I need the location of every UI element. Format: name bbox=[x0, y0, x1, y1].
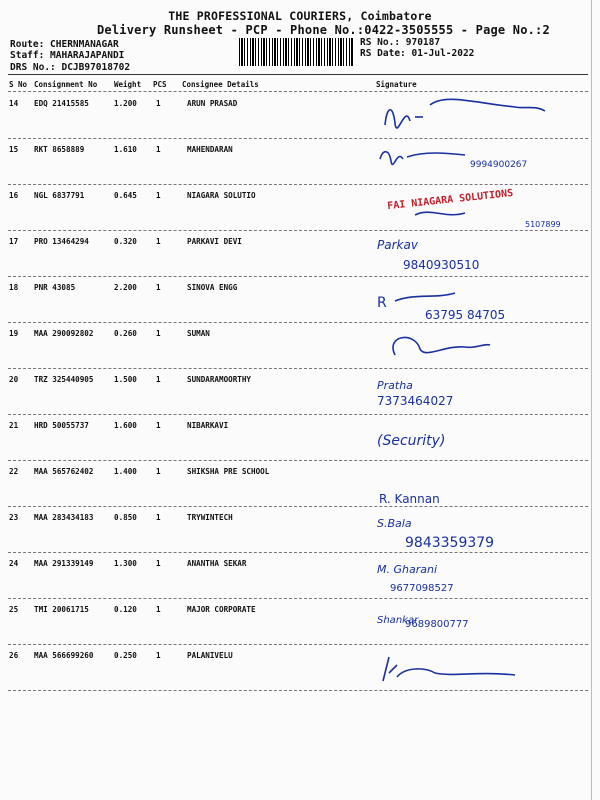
cell-consignee: TRYWINTECH bbox=[187, 513, 233, 522]
signature-mark bbox=[375, 555, 585, 599]
svg-text:9840930510: 9840930510 bbox=[403, 258, 480, 272]
cell-consignee: PALANIVELU bbox=[187, 651, 233, 660]
cell-weight: 0.260 bbox=[114, 329, 137, 338]
row-divider bbox=[8, 598, 588, 599]
cell-cno: PRO 13464294 bbox=[34, 237, 89, 246]
cell-consignee: NIAGARA SOLUTIO bbox=[187, 191, 256, 200]
cell-weight: 0.250 bbox=[114, 651, 137, 660]
page-edge bbox=[591, 0, 592, 800]
row-divider bbox=[8, 276, 588, 277]
svg-text:7373464027: 7373464027 bbox=[377, 394, 454, 408]
cell-consignee: MAJOR CORPORATE bbox=[187, 605, 256, 614]
cell-weight: 0.850 bbox=[114, 513, 137, 522]
svg-text:5107899: 5107899 bbox=[525, 220, 561, 229]
cell-sno: 19 bbox=[9, 329, 19, 338]
cell-consignee: ANANTHA SEKAR bbox=[187, 559, 247, 568]
svg-text:9689800777: 9689800777 bbox=[405, 619, 469, 630]
svg-text:Parkav: Parkav bbox=[377, 238, 418, 252]
col-signature: Signature bbox=[376, 80, 417, 89]
cell-weight: 0.645 bbox=[114, 191, 137, 200]
cell-pcs: 1 bbox=[156, 513, 161, 522]
cell-pcs: 1 bbox=[156, 559, 161, 568]
runsheet-subtitle: Delivery Runsheet - PCP - Phone No.:0422-3505555 - Page No.:2 bbox=[97, 23, 550, 37]
drs-number: DRS No.: DCJB97018702 bbox=[10, 62, 131, 73]
svg-text:9677098527: 9677098527 bbox=[390, 583, 454, 594]
svg-text:S.Bala: S.Bala bbox=[377, 517, 412, 530]
rs-number: RS No.: 970187 bbox=[360, 37, 441, 48]
cell-weight: 1.200 bbox=[114, 99, 137, 108]
svg-text:Shankar: Shankar bbox=[377, 615, 419, 626]
header-rule-top bbox=[8, 74, 588, 75]
cell-sno: 25 bbox=[9, 605, 19, 614]
row-divider bbox=[8, 414, 588, 415]
svg-text:9994900267: 9994900267 bbox=[470, 160, 528, 170]
cell-pcs: 1 bbox=[156, 237, 161, 246]
cell-consignee: SHIKSHA PRE SCHOOL bbox=[187, 467, 270, 476]
cell-pcs: 1 bbox=[156, 283, 161, 292]
cell-cno: MAA 565762402 bbox=[34, 467, 94, 476]
row-divider bbox=[8, 322, 588, 323]
cell-sno: 22 bbox=[9, 467, 19, 476]
svg-text:Pratha: Pratha bbox=[377, 379, 413, 392]
cell-weight: 1.600 bbox=[114, 421, 137, 430]
rs-date: RS Date: 01-Jul-2022 bbox=[360, 48, 475, 59]
row-divider bbox=[8, 644, 588, 645]
cell-weight: 0.320 bbox=[114, 237, 137, 246]
cell-consignee: PARKAVI DEVI bbox=[187, 237, 242, 246]
col-consignment: Consignment No bbox=[34, 80, 98, 89]
cell-weight: 1.610 bbox=[114, 145, 137, 154]
signature-mark bbox=[375, 647, 585, 691]
cell-pcs: 1 bbox=[156, 329, 161, 338]
cell-cno: MAA 290092802 bbox=[34, 329, 94, 338]
col-pcs: PCS bbox=[153, 80, 167, 89]
cell-pcs: 1 bbox=[156, 375, 161, 384]
svg-text:(Security): (Security) bbox=[377, 433, 446, 449]
signature-mark bbox=[375, 233, 585, 277]
cell-cno: MAA 566699260 bbox=[34, 651, 94, 660]
cell-sno: 14 bbox=[9, 99, 19, 108]
cell-consignee: SUMAN bbox=[187, 329, 210, 338]
signature-mark bbox=[375, 279, 585, 323]
cell-cno: NGL 6837791 bbox=[34, 191, 85, 200]
cell-pcs: 1 bbox=[156, 145, 161, 154]
row-divider bbox=[8, 138, 588, 139]
row-divider bbox=[8, 690, 588, 691]
cell-weight: 0.120 bbox=[114, 605, 137, 614]
signature-mark bbox=[375, 95, 585, 139]
cell-cno: EDQ 21415585 bbox=[34, 99, 89, 108]
cell-sno: 15 bbox=[9, 145, 19, 154]
svg-text:63795 84705: 63795 84705 bbox=[425, 308, 506, 322]
row-divider bbox=[8, 230, 588, 231]
cell-sno: 21 bbox=[9, 421, 19, 430]
cell-sno: 18 bbox=[9, 283, 19, 292]
row-divider bbox=[8, 552, 588, 553]
row-divider bbox=[8, 460, 588, 461]
cell-consignee: ARUN PRASAD bbox=[187, 99, 238, 108]
row-divider bbox=[8, 506, 588, 507]
col-consignee: Consignee Details bbox=[182, 80, 259, 89]
company-title: THE PROFESSIONAL COURIERS, Coimbatore bbox=[168, 9, 432, 23]
cell-weight: 2.200 bbox=[114, 283, 137, 292]
cell-weight: 1.500 bbox=[114, 375, 137, 384]
cell-cno: RKT 8658889 bbox=[34, 145, 85, 154]
cell-consignee: MAHENDARAN bbox=[187, 145, 233, 154]
cell-cno: PNR 43085 bbox=[34, 283, 76, 292]
col-weight: Weight bbox=[114, 80, 142, 89]
row-divider bbox=[8, 184, 588, 185]
svg-text:R: R bbox=[377, 295, 387, 311]
signature-mark bbox=[375, 417, 585, 461]
svg-text:9843359379: 9843359379 bbox=[405, 535, 495, 551]
cell-pcs: 1 bbox=[156, 467, 161, 476]
cell-sno: 26 bbox=[9, 651, 19, 660]
signature-mark bbox=[375, 141, 585, 185]
cell-sno: 16 bbox=[9, 191, 19, 200]
cell-pcs: 1 bbox=[156, 605, 161, 614]
company-stamp: FAI NIAGARA SOLUTIONS bbox=[386, 187, 514, 213]
cell-sno: 24 bbox=[9, 559, 19, 568]
signature-mark bbox=[375, 509, 585, 553]
signature-mark bbox=[375, 187, 585, 231]
cell-weight: 1.300 bbox=[114, 559, 137, 568]
staff-label: Staff: MAHARAJAPANDI bbox=[10, 50, 125, 61]
cell-pcs: 1 bbox=[156, 191, 161, 200]
signature-mark bbox=[375, 601, 585, 645]
route-label: Route: CHERNMANAGAR bbox=[10, 39, 119, 50]
signature-mark bbox=[375, 463, 585, 507]
signature-mark bbox=[375, 371, 585, 415]
svg-text:M. Gharani: M. Gharani bbox=[377, 563, 438, 576]
cell-cno: HRD 50055737 bbox=[34, 421, 89, 430]
cell-cno: MAA 283434183 bbox=[34, 513, 94, 522]
cell-pcs: 1 bbox=[156, 99, 161, 108]
cell-cno: TRZ 325440905 bbox=[34, 375, 94, 384]
cell-pcs: 1 bbox=[156, 421, 161, 430]
col-sno: S No bbox=[9, 80, 28, 89]
cell-consignee: SINOVA ENGG bbox=[187, 283, 238, 292]
row-divider bbox=[8, 368, 588, 369]
cell-sno: 17 bbox=[9, 237, 19, 246]
cell-pcs: 1 bbox=[156, 651, 161, 660]
cell-consignee: NIBARKAVI bbox=[187, 421, 229, 430]
cell-consignee: SUNDARAMOORTHY bbox=[187, 375, 252, 384]
cell-cno: TMI 20061715 bbox=[34, 605, 89, 614]
header-rule-bottom bbox=[8, 91, 588, 92]
cell-sno: 20 bbox=[9, 375, 19, 384]
cell-cno: MAA 291339149 bbox=[34, 559, 94, 568]
barcode bbox=[239, 38, 354, 66]
cell-weight: 1.400 bbox=[114, 467, 137, 476]
signature-mark bbox=[375, 325, 585, 369]
cell-sno: 23 bbox=[9, 513, 19, 522]
svg-text:R. Kannan: R. Kannan bbox=[379, 492, 440, 506]
